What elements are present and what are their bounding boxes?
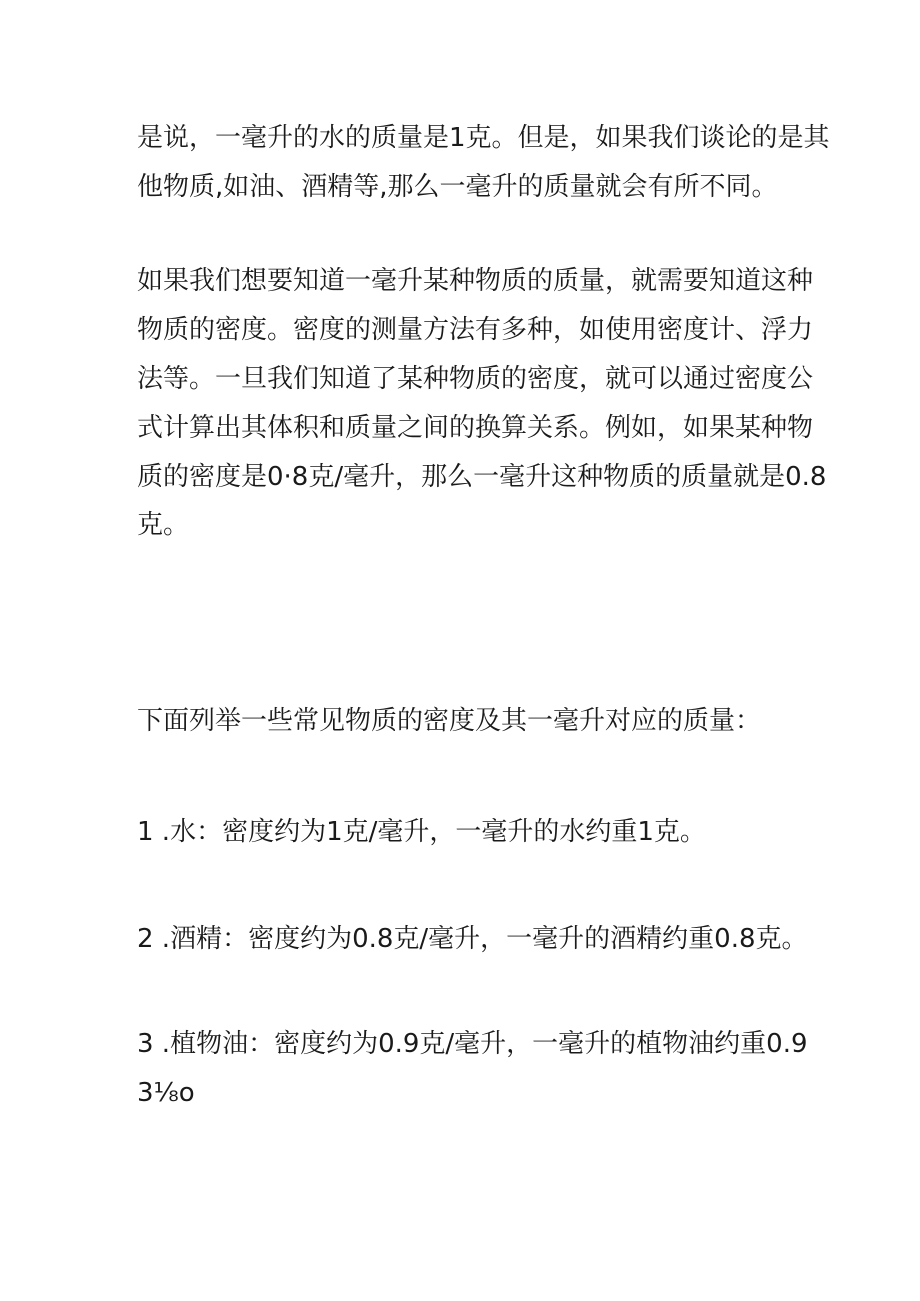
paragraph-1-line-2: 他物质,如油、酒精等,那么一毫升的质量就会有所不同。 (137, 172, 778, 202)
list-item-3-continuation: 3⅛o (137, 1078, 195, 1108)
paragraph-2-line-5: 质的密度是0·8克/毫升，那么一毫升这种物质的质量就是0.8 (137, 462, 827, 492)
list-item-1: 1 .水：密度约为1克/毫升，一毫升的水约重1克。 (137, 817, 706, 847)
paragraph-2-line-3: 法等。一旦我们知道了某种物质的密度，就可以通过密度公 (137, 364, 814, 394)
paragraph-1-line-1: 是说，一毫升的水的质量是1克。但是，如果我们谈论的是其 (137, 123, 830, 153)
list-item-3: 3 .植物油：密度约为0.9克/毫升，一毫升的植物油约重0.9 (137, 1029, 808, 1059)
paragraph-2-line-6: 克。 (137, 510, 190, 540)
paragraph-3-line-1: 下面列举一些常见物质的密度及其一毫升对应的质量： (137, 706, 762, 736)
list-item-2: 2 .酒精：密度约为0.8克/毫升，一毫升的酒精约重0.8克。 (137, 924, 808, 954)
paragraph-2-line-1: 如果我们想要知道一毫升某种物质的质量，就需要知道这种 (137, 266, 814, 296)
paragraph-2-line-4: 式计算出其体积和质量之间的换算关系。例如，如果某种物 (137, 413, 814, 443)
paragraph-2-line-2: 物质的密度。密度的测量方法有多种，如使用密度计、浮力 (137, 315, 814, 345)
